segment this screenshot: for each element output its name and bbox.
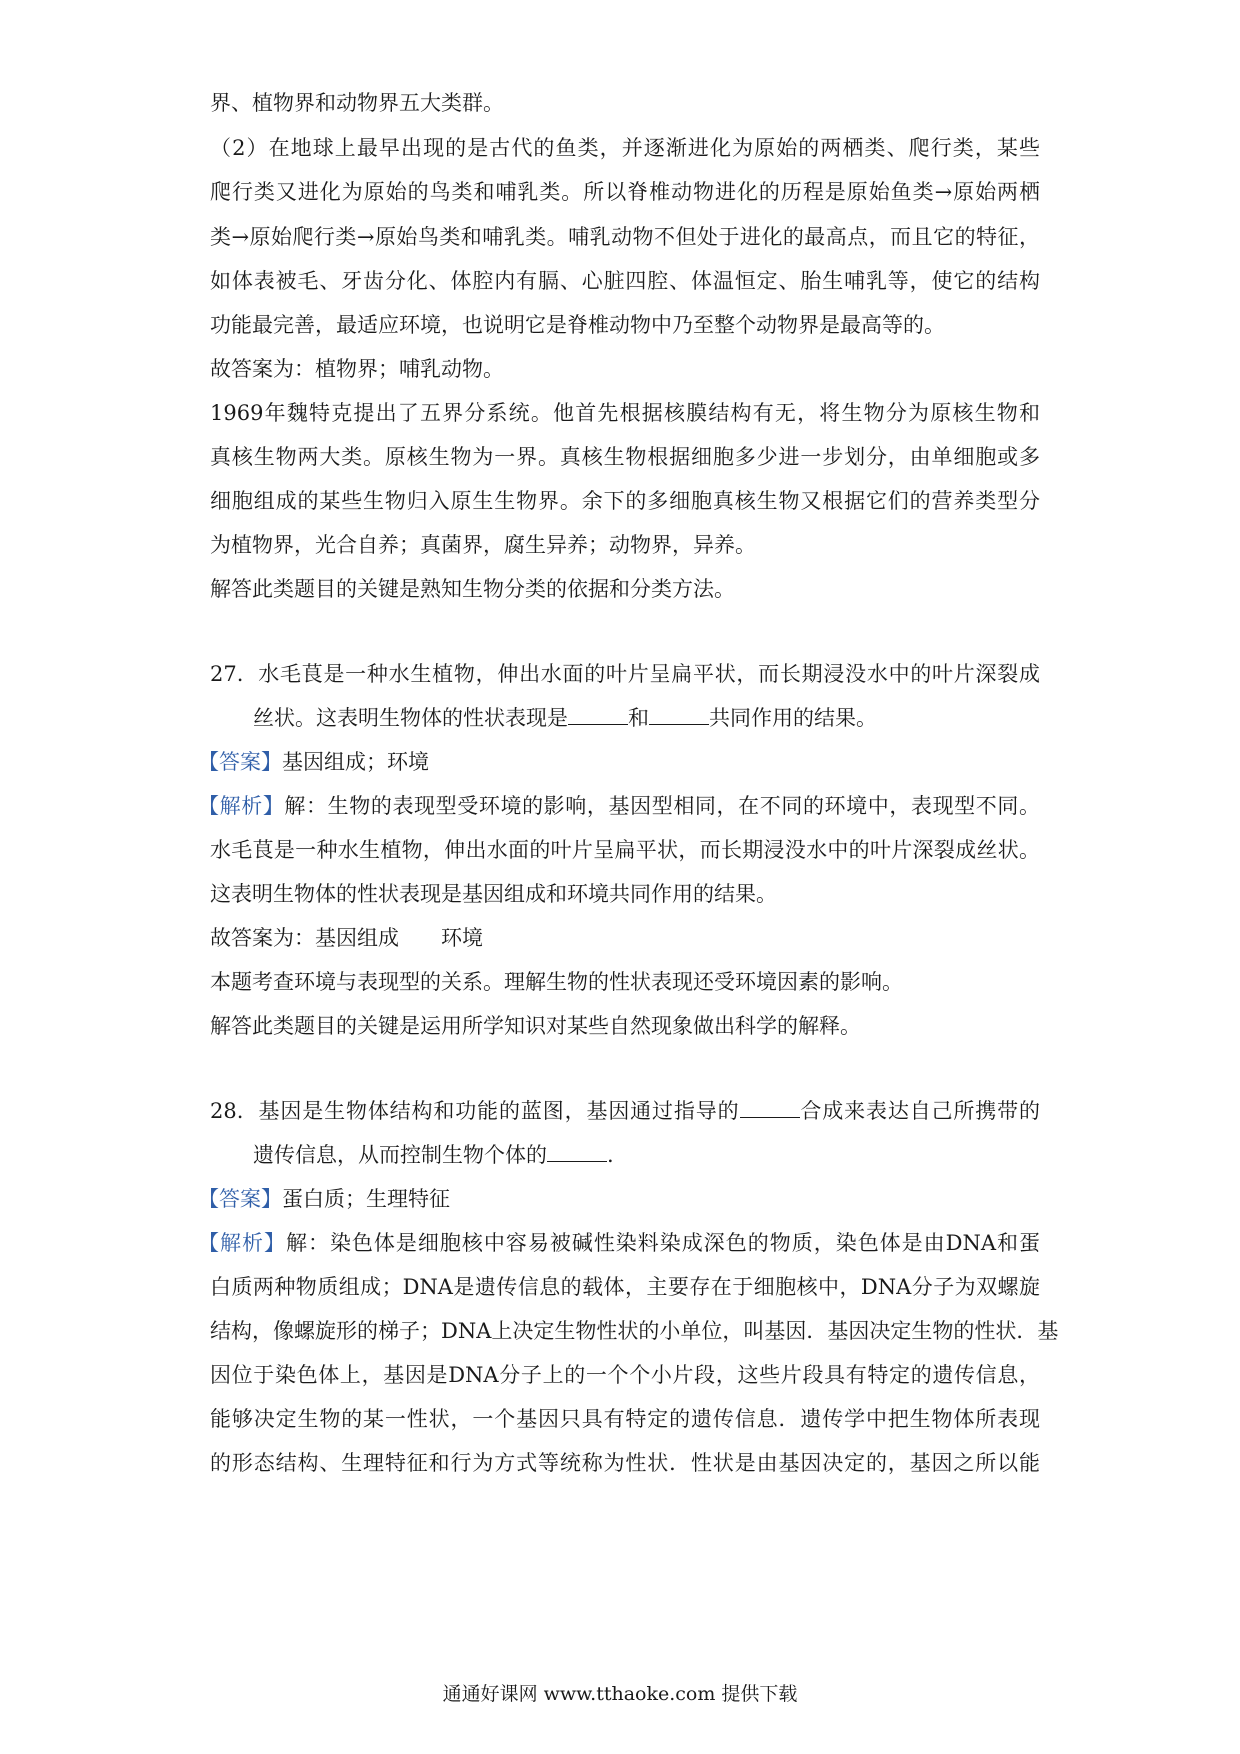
prev-line-2: 爬行类又进化为原始的鸟类和哺乳类。所以脊椎动物进化的历程是原始鱼类→原始两栖: [210, 180, 1040, 204]
q28-stem-line1: [210, 1096, 1040, 1126]
q28-answer-tag: 【答案】: [198, 1187, 282, 1211]
q27-analysis: [198, 791, 1040, 821]
prev-line-1: （2）在地球上最早出现的是古代的鱼类，并逐渐进化为原始的两栖类、爬行类，某些: [210, 136, 1040, 160]
q28-analysis-line-0: 白质两种物质组成；DNA是遗传信息的载体，主要存在于细胞核中，DNA分子为双螺旋: [210, 1275, 1040, 1299]
q28-blank-1: [740, 1099, 800, 1118]
q27-stem-text2a: 丝状。这表明生物体的性状表现是: [253, 706, 568, 730]
q27-stem-line2: [253, 703, 1040, 733]
q28-stem-line2: [253, 1140, 1040, 1170]
prev-line-9: 细胞组成的某些生物归入原生生物界。余下的多细胞真核生物又根据它们的营养类型分: [210, 489, 1040, 513]
q28-stem-text1a: 基因是生物体结构和功能的蓝图，基因通过指导的: [258, 1099, 740, 1123]
q27-answer-tag: 【答案】: [198, 750, 282, 774]
prev-line-3: 类→原始爬行类→原始鸟类和哺乳类。哺乳动物不但处于进化的最高点，而且它的特征，: [210, 225, 1040, 249]
prev-line-0: 界、植物界和动物界五大类群。: [210, 91, 504, 115]
q27-answer: [198, 747, 1028, 777]
q27-analysis-line-2: 故答案为：基因组成 环境: [210, 926, 483, 950]
q27-analysis-line-4: 解答此类题目的关键是运用所学知识对某些自然现象做出科学的解释。: [210, 1014, 861, 1038]
prev-line-10: 为植物界，光合自养；真菌界，腐生异养；动物界，异养。: [210, 533, 756, 557]
q28-stem-text1b: 合成来表达自己所携带的: [799, 1099, 1041, 1123]
q27-analysis-first: 解：生物的表现型受环境的影响，基因型相同，在不同的环境中，表现型不同。: [284, 794, 1040, 818]
q27-analysis-line-1: 这表明生物体的性状表现是基因组成和环境共同作用的结果。: [210, 882, 777, 906]
prev-line-11: 解答此类题目的关键是熟知生物分类的依据和分类方法。: [210, 577, 735, 601]
q28-analysis-line-1: 结构，像螺旋形的梯子；DNA上决定生物性状的小单位，叫基因．基因决定生物的性状．基: [210, 1319, 1059, 1343]
q28-blank-2: [547, 1143, 607, 1162]
prev-line-7: 1969年魏特克提出了五界分系统。他首先根据核膜结构有无，将生物分为原核生物和: [210, 401, 1040, 425]
prev-line-8: 真核生物两大类。原核生物为一界。真核生物根据细胞多少进一步划分，由单细胞或多: [210, 445, 1040, 469]
q28-stem-text2a: 遗传信息，从而控制生物个体的: [253, 1143, 547, 1167]
q27-stem-text2c: 共同作用的结果。: [709, 706, 877, 730]
q27-blank-1: [568, 706, 628, 725]
q27-analysis-line-3: 本题考查环境与表现型的关系。理解生物的性状表现还受环境因素的影响。: [210, 970, 903, 994]
q28-analysis-line-2: 因位于染色体上，基因是DNA分子上的一个个小片段，这些片段具有特定的遗传信息，: [210, 1363, 1040, 1387]
q27-stem-text1: 水毛茛是一种水生植物，伸出水面的叶片呈扁平状，而长期浸没水中的叶片深裂成: [258, 662, 1040, 686]
q27-analysis-line-0: 水毛茛是一种水生植物，伸出水面的叶片呈扁平状，而长期浸没水中的叶片深裂成丝状。: [210, 838, 1040, 862]
q27-answer-text: 基因组成；环境: [282, 750, 429, 774]
q28-analysis-line-4: 的形态结构、生理特征和行为方式等统称为性状．性状是由基因决定的，基因之所以能: [210, 1451, 1040, 1475]
q27-stem-text2b: 和: [628, 706, 649, 730]
q28-analysis-tag: 【解析】: [198, 1231, 286, 1255]
q28-answer: [198, 1184, 1028, 1214]
q28-analysis: [198, 1228, 1040, 1258]
prev-line-5: 功能最完善，最适应环境，也说明它是脊椎动物中乃至整个动物界是最高等的。: [210, 313, 945, 337]
page-footer: 通通好课网 www.tthaoke.com 提供下载: [442, 1683, 798, 1705]
q27-analysis-tag: 【解析】: [198, 794, 285, 818]
q28-analysis-first: 解：染色体是细胞核中容易被碱性染料染成深色的物质，染色体是由DNA和蛋: [285, 1231, 1041, 1255]
prev-answer-line: 故答案为：植物界；哺乳动物。: [210, 357, 504, 381]
q27-blank-2: [649, 706, 709, 725]
q28-number: 28.: [210, 1099, 244, 1123]
q28-stem-text2b: .: [607, 1143, 614, 1167]
q27-number: 27.: [210, 662, 244, 686]
q27-stem-line1: [210, 659, 1040, 689]
q28-analysis-line-3: 能够决定生物的某一性状，一个基因只具有特定的遗传信息．遗传学中把生物体所表现: [210, 1407, 1040, 1431]
q28-answer-text: 蛋白质；生理特征: [282, 1187, 450, 1211]
prev-line-4: 如体表被毛、牙齿分化、体腔内有膈、心脏四腔、体温恒定、胎生哺乳等，使它的结构: [210, 269, 1040, 293]
